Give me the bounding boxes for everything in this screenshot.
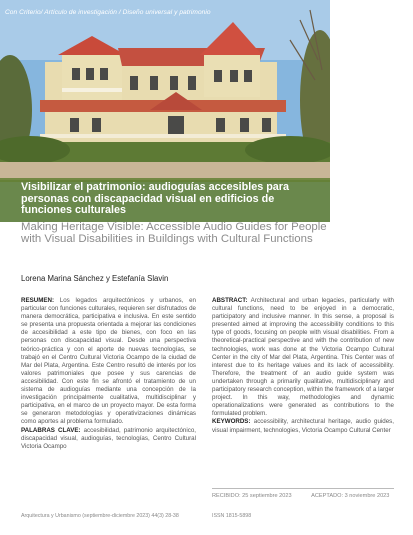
abstract-paragraph xyxy=(212,297,394,418)
palabras-clave-paragraph xyxy=(21,427,196,451)
resumen-label: RESUMEN: xyxy=(21,297,55,304)
issn: ISSN 1815-5898 xyxy=(212,513,252,519)
keywords-text: accessibility, architectural heritage, audio guides, visual impairment, technologies, Victoria Ocampo Cultural Center xyxy=(212,418,394,434)
accepted-date: ACEPTADO: 3 noviembre 2023 xyxy=(311,493,390,499)
resumen-column xyxy=(21,297,196,451)
authors: Lorena Marina Sánchez y Estefanía Slavin xyxy=(21,274,169,283)
hero-photo xyxy=(0,0,330,222)
abstract-label: ABSTRACT: xyxy=(212,297,248,304)
abstract-column xyxy=(212,297,394,435)
keywords-label: KEYWORDS: xyxy=(212,418,251,426)
palabras-clave-label: PALABRAS CLAVE: xyxy=(21,426,81,434)
section-tag: Con Criterio/ Artículo de investigación / Diseño universal y patrimonio xyxy=(5,9,211,16)
spanish-title: Visibilizar el patrimonio: audioguías accesibles para personas con discapacidad visual en edificios de funciones culturales xyxy=(21,181,290,217)
resumen-paragraph xyxy=(21,297,196,427)
received-date: RECIBIDO: 25 septiembre 2023 xyxy=(212,493,292,499)
submission-dates xyxy=(212,488,394,499)
english-title: Making Heritage Visible: Accessible Audio Guides for People with Visual Disabilities in Buildings with Cultural Functions xyxy=(21,221,327,245)
keywords-paragraph xyxy=(212,418,394,434)
journal-citation: Arquitectura y Urbanismo (septiembre-diciembre 2023) 44(3) 28-38 xyxy=(21,513,179,519)
resumen-text: Los legados arquitectónicos y urbanos, en particular con funciones culturales, requieren ser disfrutados de manera democrática, participativa e inclusiva. En este sentido se presenta una propuesta orientada a mejorar las condiciones de accesibilidad a este tipo de bienes, con foco en las personas con discapacidad visual. Desde una perspectiva teórico-práctica y con el aporte de nuevas tecnologías, se trabajó en el Centro Cultural Victoria Ocampo de la ciudad de Mar del Plata, Argentina. Este Centro resultó de interés por los valores patrimoniales que posee y sus carencias de accesibilidad. Con este fin se afrontó el tratamiento de un sistema de audioguías mediante una concepción de la investigación principalmente cualitativa, multidisciplinar y participativa, en el marco de un proyecto mayor. De esta forma se generaron metodologías y operativizaciones dinámicas como aportes al problema formulado. xyxy=(21,297,196,426)
abstract-text: Architectural and urban legacies, particularly with cultural functions, need to be enjoyed in a democratic, participatory and inclusive manner. In this sense, a proposal is presented aimed at improving the accessibility conditions to this type of goods, focusing on people with visual disabilities. From a theoretical-practical perspective and with the contribution of new technologies, work was done at the Victoria Ocampo Cultural Center in the city of Mar del Plata, Argentina. This Center was of interest due to its heritage values and its lack of accessibility. Therefore, the treatment of an audio guide system was undertaken through a primarily qualitative, multidisciplinary and participatory research conception, within the framework of a larger project. In this way, methodologies and dynamic operationalizations were generated as contributions to the formulated problem. xyxy=(212,297,394,418)
palabras-clave-text: accesibilidad, patrimonio arquitectónico, discapacidad visual, audioguías, tecnologías, Centro Cultural Victoria Ocampo xyxy=(21,426,196,450)
